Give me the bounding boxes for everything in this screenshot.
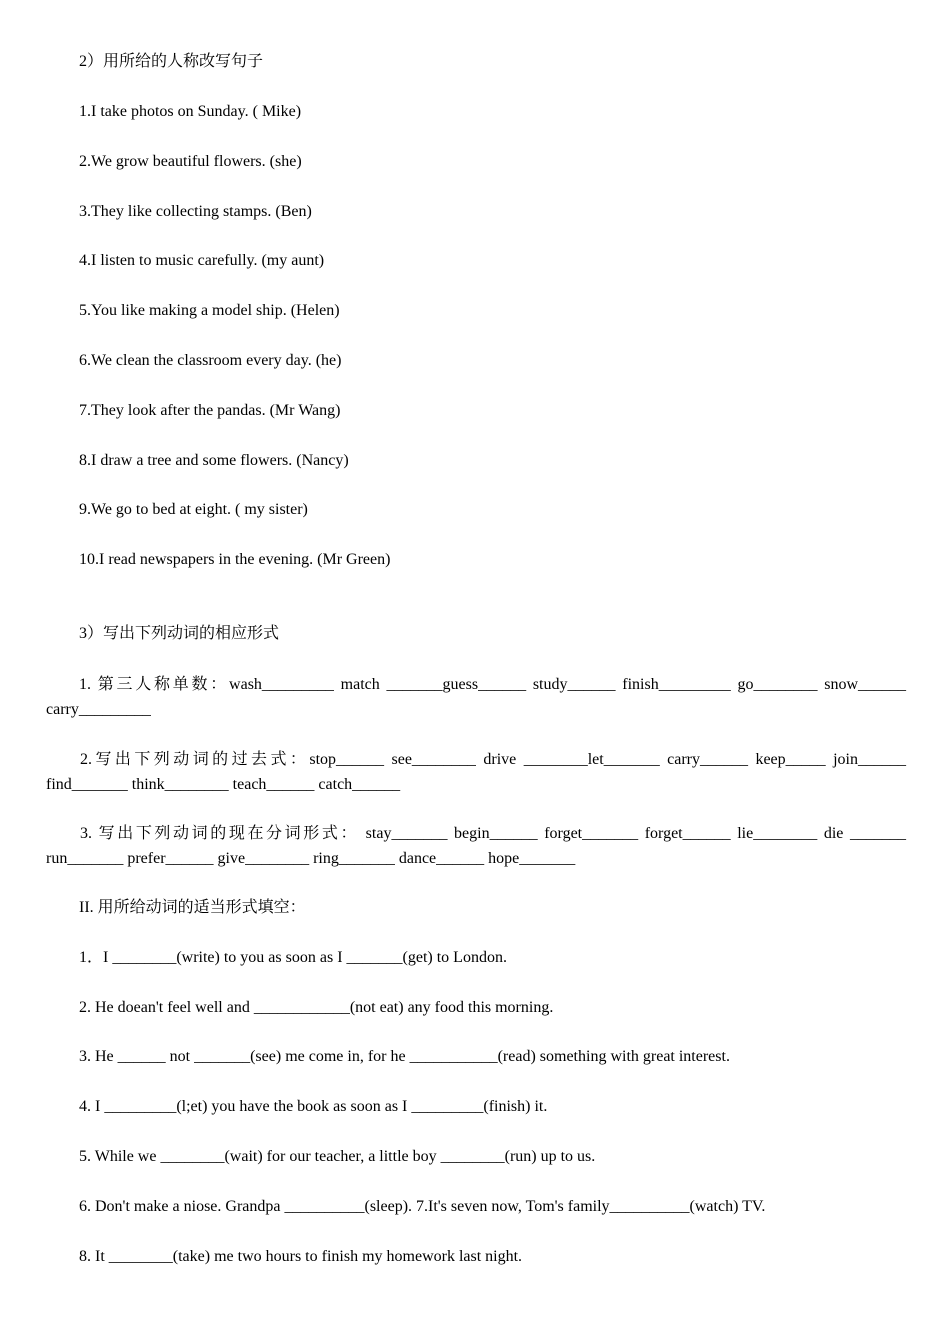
exercise-item: 9.We go to bed at eight. ( my sister)	[79, 501, 308, 518]
verb-form-text: 1. 第三人称单数：wash_________ match _______guess______ study______ finish_________ go________ snow______ carry_________	[46, 676, 906, 718]
exercise-item: 7.They look after the pandas. (Mr Wang)	[79, 402, 341, 419]
section-heading: 3）写出下列动词的相应形式	[79, 625, 280, 642]
fill-blank-item: 2. He doean't feel well and ____________(not eat) any food this morning.	[79, 999, 554, 1016]
verb-form-item	[46, 747, 906, 797]
verb-form-item	[46, 821, 906, 871]
verb-form-item	[46, 672, 906, 722]
verb-form-text: 3. 写出下列动词的现在分词形式： stay_______ begin______ forget_______ forget______ lie________ die _______ run_______ prefer______ give________ ring_______ dance______ hope_______	[46, 825, 906, 867]
exercise-item: 8.I draw a tree and some flowers. (Nancy)	[79, 452, 349, 469]
section-heading: 2）用所给的人称改写句子	[79, 53, 264, 70]
fill-blank-item: 5. While we ________(wait) for our teacher, a little boy ________(run) up to us.	[79, 1148, 596, 1165]
exercise-item: 6.We clean the classroom every day. (he)	[79, 352, 342, 369]
fill-blank-item: 3. He ______ not _______(see) me come in, for he ___________(read) something with great interest.	[79, 1048, 730, 1065]
exercise-item: 4.I listen to music carefully. (my aunt)	[79, 252, 325, 269]
verb-form-text: 2.写出下列动词的过去式：stop______ see________ drive ________let_______ carry______ keep_____ join______ find_______ think________ teach______ catch______	[46, 751, 906, 793]
fill-blank-item: 4. I _________(l;et) you have the book as soon as I _________(finish) it.	[79, 1098, 548, 1115]
section-heading: II. 用所给动词的适当形式填空：	[79, 899, 306, 916]
exercise-item: 10.I read newspapers in the evening. (Mr Green)	[79, 551, 391, 568]
exercise-item: 5.You like making a model ship. (Helen)	[79, 302, 340, 319]
exercise-item: 2.We grow beautiful flowers. (she)	[79, 153, 302, 170]
fill-blank-item: 6. Don't make a niose. Grandpa __________(sleep). 7.It's seven now, Tom's family__________(watch) TV.	[79, 1198, 766, 1215]
fill-blank-item: 1．I ________(write) to you as soon as I _______(get) to London.	[79, 949, 507, 966]
fill-blank-item: 8. It ________(take) me two hours to finish my homework last night.	[79, 1248, 523, 1265]
exercise-item: 1.I take photos on Sunday. ( Mike)	[79, 103, 302, 120]
exercise-item: 3.They like collecting stamps. (Ben)	[79, 203, 312, 220]
